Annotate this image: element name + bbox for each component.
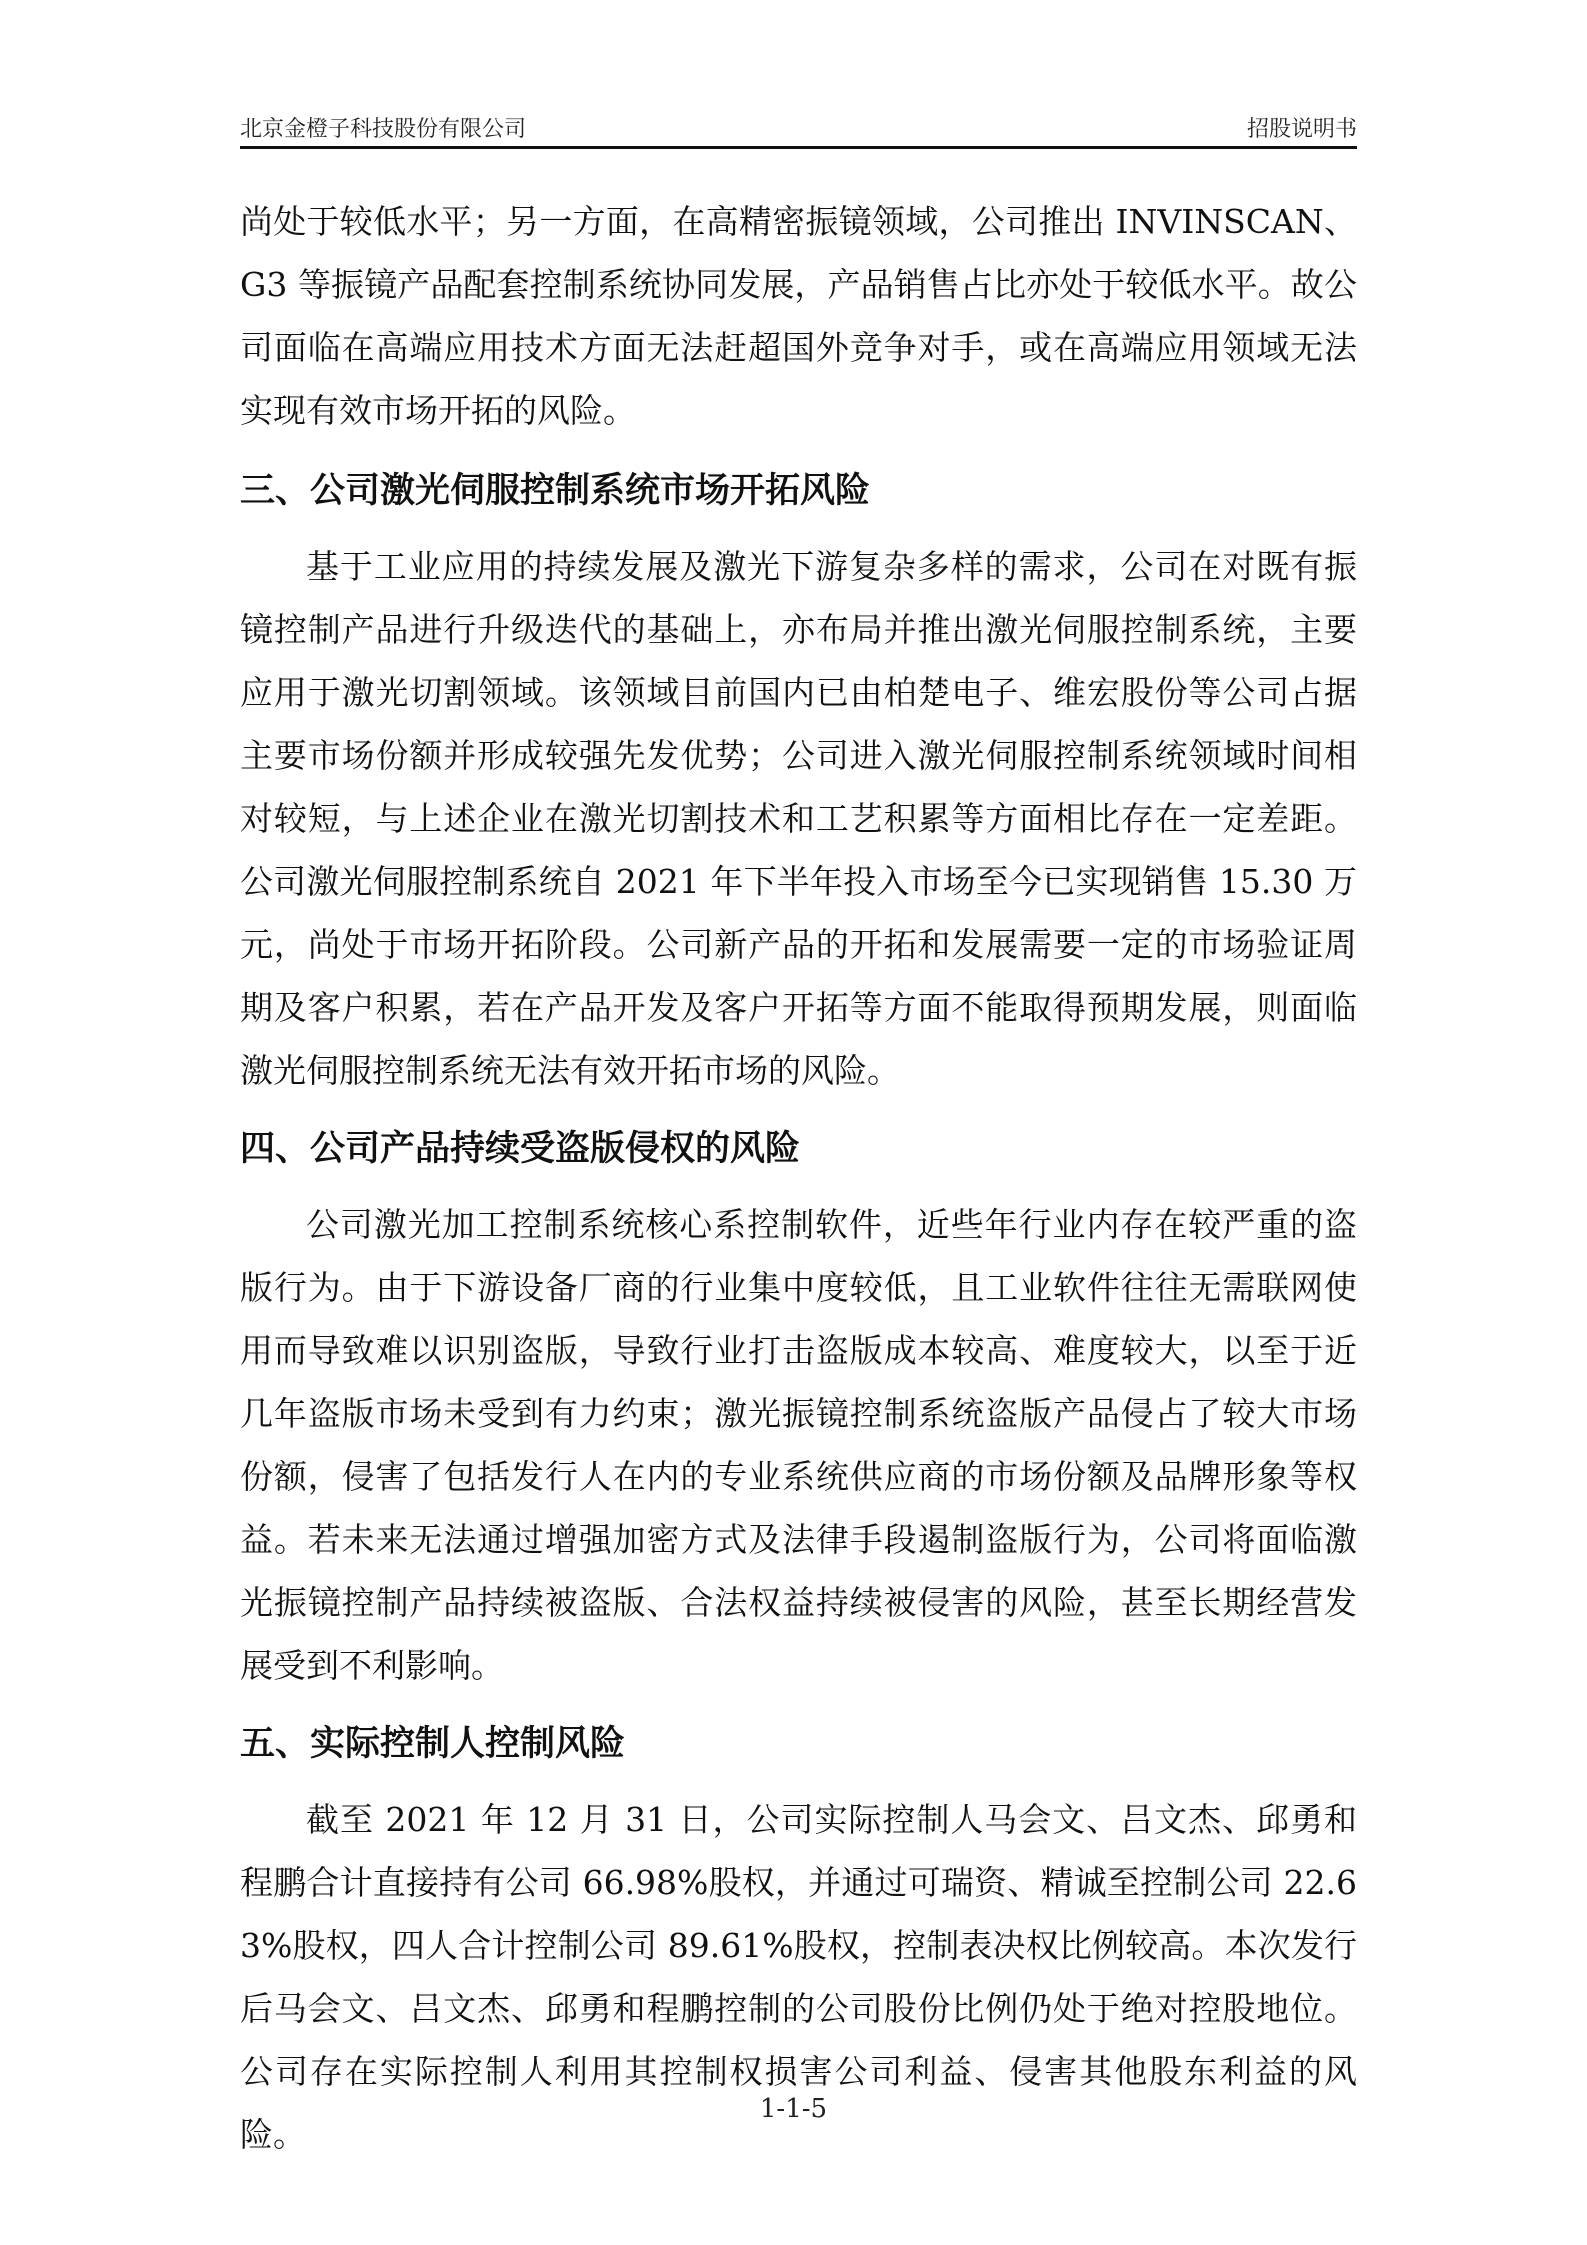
header-divider (240, 146, 1357, 149)
section-title-4: 四、公司产品持续受盗版侵权的风险 (240, 1129, 801, 1169)
section-paragraph-3: 基于工业应用的持续发展及激光下游复杂多样的需求，公司在对既有振镜控制产品进行升级迭代的基础上，亦布局并推出激光伺服控制系统，主要应用于激光切割领域。该领域目前国内已由柏楚电子、维宏股份等公司占据主要市场份额并形成较强先发优势；公司进入激光伺服控制系统领域时间相对较短，与上述企业在激光切割技术和工艺积累等方面相比存在一定差距。公司激光伺服控制系统自 2021 年下半年投入市场至今已实现销售 15.30 万元，尚处于市场开拓阶段。公司新产品的开拓和发展需要一定的市场验证周期及客户积累，若在产品开发及客户开拓等方面不能取得预期发展，则面临激光伺服控制系统无法有效开拓市场的风险。 (240, 547, 1357, 1090)
page-number: 1-1-5 (759, 2094, 828, 2124)
page-content (240, 190, 1357, 2166)
section-title-5: 五、实际控制人控制风险 (240, 1724, 626, 1764)
header-document-type: 招股说明书 (1246, 117, 1357, 142)
section-title-3: 三、公司激光伺服控制系统市场开拓风险 (240, 471, 871, 511)
page-header (240, 112, 1357, 146)
section-paragraph-5: 截至 2021 年 12 月 31 日，公司实际控制人马会文、吕文杰、邱勇和程鹏合计直接持有公司 66.98%股权，并通过可瑞资、精诚至控制公司 22.63%股权，四人合计控制公司 89.61%股权，控制表决权比例较高。本次发行后马会文、吕文杰、邱勇和程鹏控制的公司股份比例仍处于绝对控股地位。公司存在实际控制人利用其控制权损害公司利益、侵害其他股东利益的风险。 (240, 1800, 1357, 2154)
intro-paragraph: 尚处于较低水平；另一方面，在高精密振镜领域，公司推出 INVINSCAN、G3 等振镜产品配套控制系统协同发展，产品销售占比亦处于较低水平。故公司面临在高端应用技术方面无法赶超国外竞争对手，或在高端应用领域无法实现有效市场开拓的风险。 (240, 202, 1357, 430)
header-company-name: 北京金橙子科技股份有限公司 (240, 117, 527, 142)
section-paragraph-4: 公司激光加工控制系统核心系控制软件，近些年行业内存在较严重的盗版行为。由于下游设备厂商的行业集中度较低，且工业软件往往无需联网使用而导致难以识别盗版，导致行业打击盗版成本较高、难度较大，以至于近几年盗版市场未受到有力约束；激光振镜控制系统盗版产品侵占了较大市场份额，侵害了包括发行人在内的专业系统供应商的市场份额及品牌形象等权益。若未来无法通过增强加密方式及法律手段遏制盗版行为，公司将面临激光振镜控制产品持续被盗版、合法权益持续被侵害的风险，甚至长期经营发展受到不利影响。 (240, 1205, 1357, 1685)
